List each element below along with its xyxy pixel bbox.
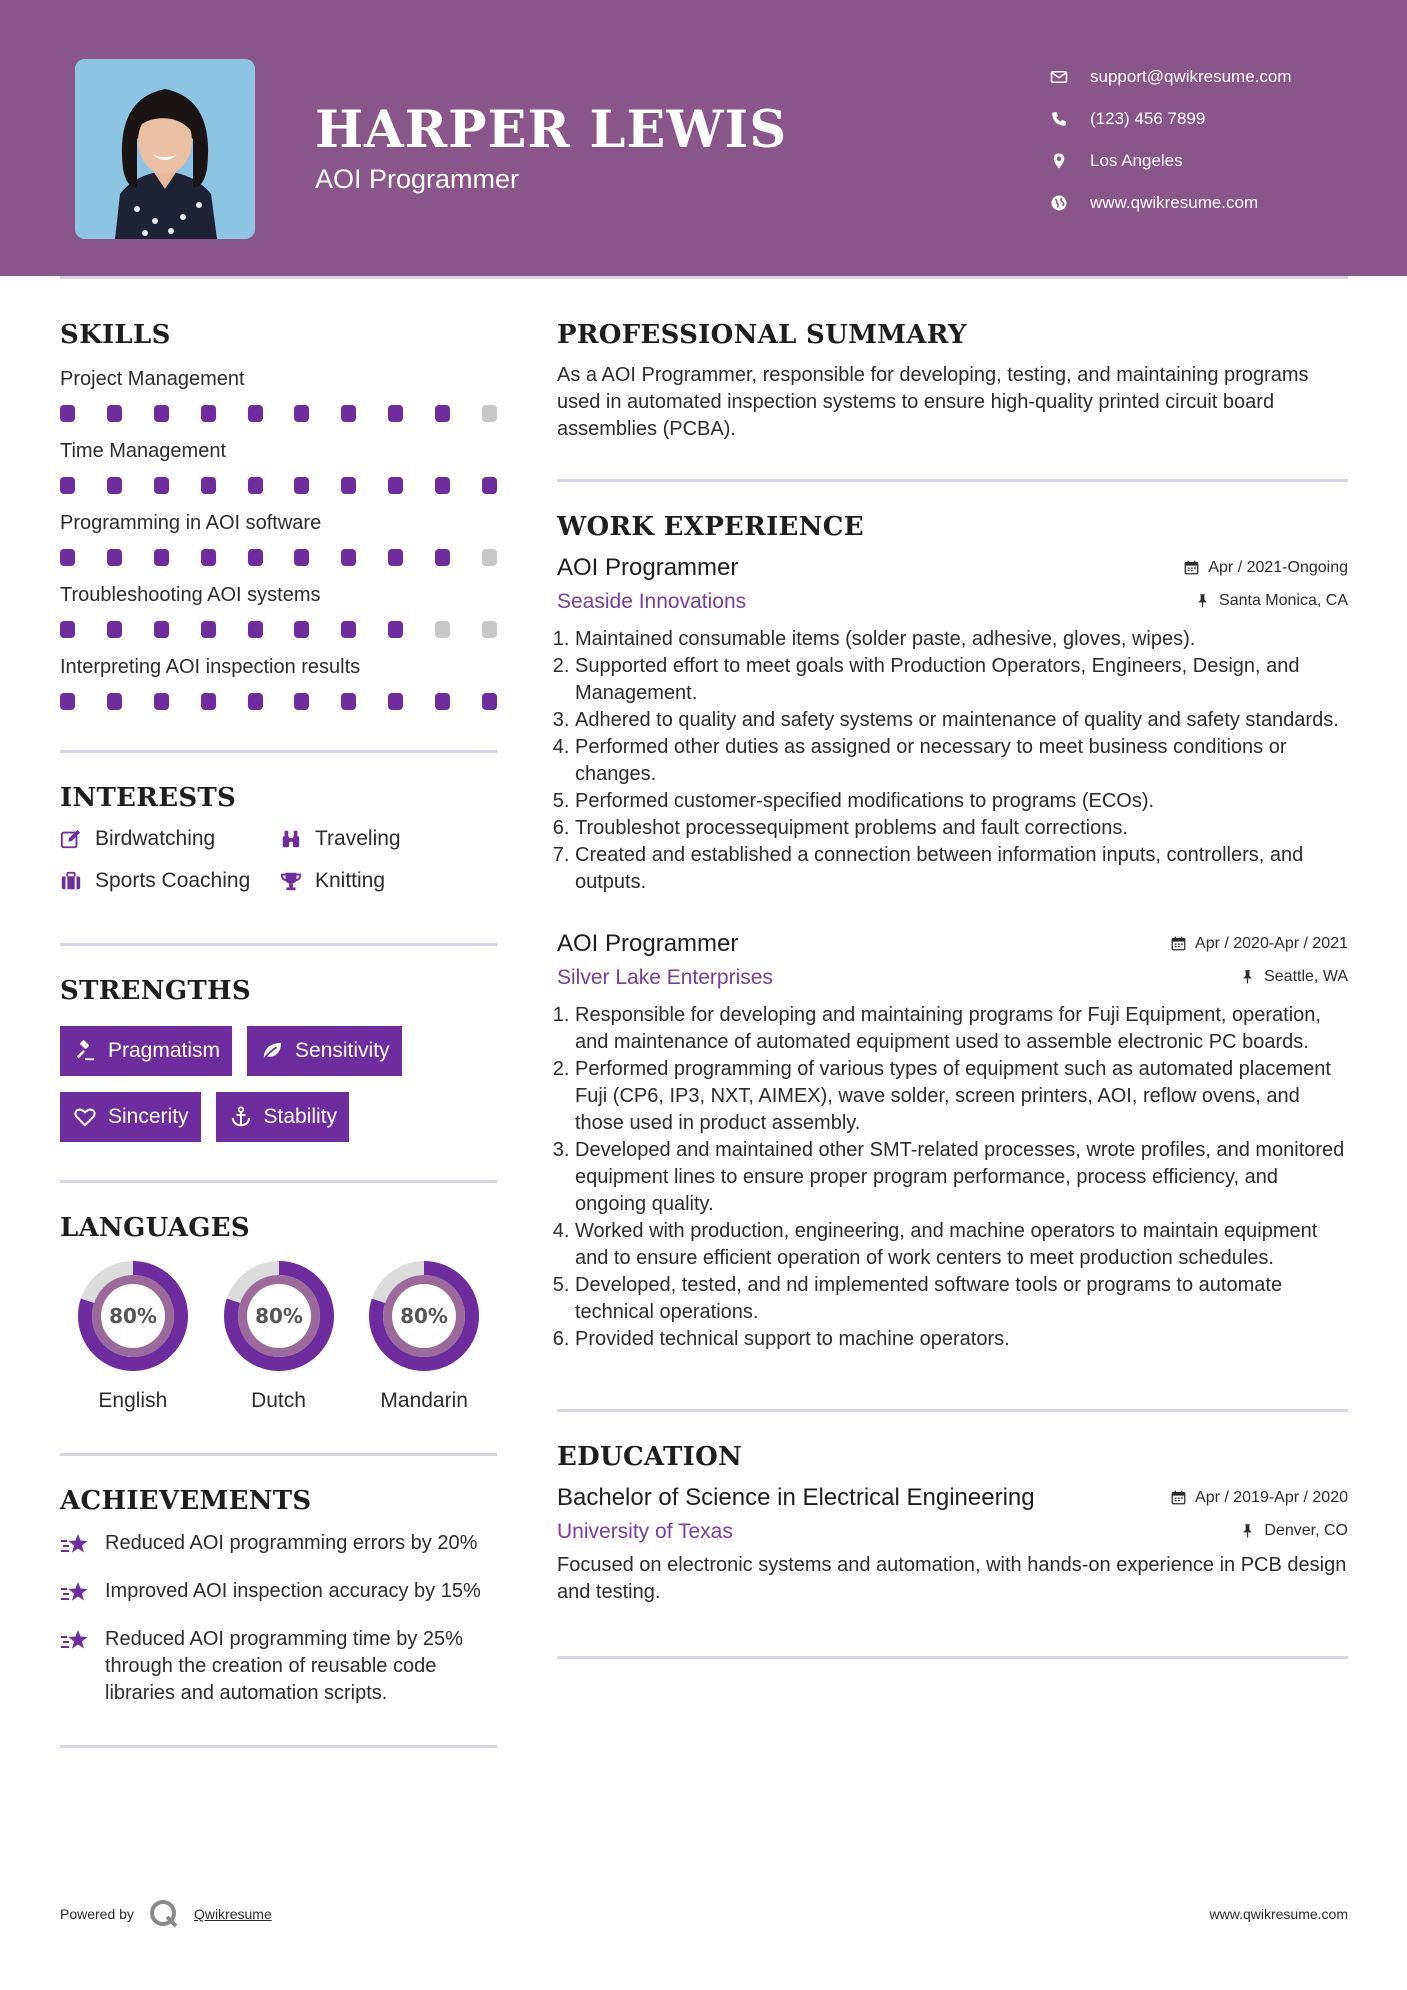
skill-name: Troubleshooting AOI systems — [60, 584, 321, 606]
job-header — [557, 554, 1348, 582]
interest-item — [280, 869, 497, 893]
job-dates-text: Apr / 2021-Ongoing — [1208, 558, 1348, 576]
right-column — [557, 320, 1348, 1659]
leaf-icon — [261, 1040, 283, 1062]
skill-dot-filled — [435, 405, 450, 422]
education-school: University of Texas — [557, 1520, 733, 1543]
duty-item: 2. Performed programming of various types of equipment such as automated placement Fuji (CP6, IP3, NXT, AIMEX), wave solder, screen printers, AOI, reflow ovens, and those used in product assembly. — [575, 1056, 1348, 1137]
skill-dot-filled — [435, 693, 450, 710]
job-company: Silver Lake Enterprises — [557, 966, 773, 989]
skill-dot-filled — [201, 549, 216, 566]
skill-dot-filled — [341, 693, 356, 710]
skill-dot-filled — [107, 621, 122, 638]
contact-email[interactable] — [1050, 56, 1292, 98]
skill-dot-filled — [341, 405, 356, 422]
skill-dot-filled — [154, 405, 169, 422]
edit-icon — [60, 828, 82, 850]
education-dates — [1171, 1489, 1348, 1507]
skill-name: Interpreting AOI inspection results — [60, 656, 361, 678]
heart-icon — [74, 1106, 96, 1128]
interest-item — [60, 827, 280, 851]
strength-tag — [216, 1092, 350, 1142]
contact-website[interactable] — [1050, 182, 1292, 224]
skill-dot-filled — [388, 405, 403, 422]
skills-title: SKILLS — [60, 320, 171, 350]
job-subheader — [557, 966, 1348, 990]
experience-section — [557, 512, 1348, 1353]
interest-item — [60, 869, 280, 893]
achievements-section — [60, 1486, 497, 1707]
duty-item: 1. Maintained consumable items (solder paste, adhesive, gloves, wipes). — [575, 626, 1348, 653]
achievement-text: Improved AOI inspection accuracy by 15% — [105, 1580, 481, 1602]
education-text: Focused on electronic systems and automation, with hands-on experience in PCB design and testing. — [557, 1554, 1347, 1603]
duty-item: 6. Provided technical support to machine operators. — [575, 1326, 1348, 1353]
language-ring — [218, 1255, 340, 1377]
skill-dot-filled — [248, 549, 263, 566]
job-location — [1195, 592, 1348, 610]
interest-label: Traveling — [315, 827, 401, 850]
languages-title: LANGUAGES — [60, 1213, 250, 1243]
interests-title: INTERESTS — [60, 783, 237, 813]
duty-item: 6. Troubleshot processequipment problems and fault corrections. — [575, 815, 1348, 842]
skill-dot-filled — [107, 549, 122, 566]
duty-item: 2. Supported effort to meet goals with Production Operators, Engineers, Design, and Management. — [575, 653, 1348, 707]
skill-dot-filled — [154, 621, 169, 638]
job-company: Seaside Innovations — [557, 590, 747, 613]
job-header — [557, 930, 1348, 958]
languages-list — [60, 1255, 497, 1413]
contact-location-text: Los Angeles — [1090, 151, 1183, 170]
skill-name: Project Management — [60, 368, 245, 390]
skill-dot-filled — [154, 549, 169, 566]
interest-label: Sports Coaching — [95, 869, 251, 892]
education-title: EDUCATION — [557, 1442, 743, 1472]
interest-label: Knitting — [315, 869, 386, 892]
skill-dot-filled — [341, 477, 356, 494]
skill-dot-filled — [388, 549, 403, 566]
duty-item: 1. Responsible for developing and maintaining programs for Fuji Equipment, operation, and maintenance of automated equipment used to assemble electronic PC boards. — [575, 1002, 1348, 1056]
language-item — [206, 1255, 352, 1413]
strength-label: Sensitivity — [295, 1039, 390, 1062]
contact-website-text: www.qwikresume.com — [1090, 193, 1259, 212]
education-section — [557, 1442, 1348, 1606]
experience-title: WORK EXPERIENCE — [557, 512, 864, 542]
job-entry — [557, 554, 1348, 896]
envelope-icon — [1050, 68, 1068, 86]
phone-icon — [1050, 110, 1068, 128]
header-divider — [60, 276, 1348, 279]
calendar-icon — [1171, 936, 1186, 951]
skill-dot-filled — [294, 549, 309, 566]
section-divider — [557, 1656, 1348, 1659]
skill-dot-filled — [60, 693, 75, 710]
skill-name: Programming in AOI software — [60, 512, 322, 534]
skill-dot-filled — [201, 621, 216, 638]
contact-list — [1050, 56, 1292, 224]
footer-website[interactable]: www.qwikresume.com — [1209, 1906, 1348, 1922]
duty-item: 4. Worked with production, engineering, and machine operators to maintain equipment and to ensure efficient operation of work centers to meet production schedules. — [575, 1218, 1348, 1272]
skill-rating — [60, 477, 497, 494]
skill-dot-filled — [154, 693, 169, 710]
skill-dot-filled — [482, 693, 497, 710]
skill-dot-empty — [482, 405, 497, 422]
skill-dot-filled — [248, 477, 263, 494]
pushpin-icon — [1240, 969, 1255, 984]
pushpin-icon — [1195, 593, 1210, 608]
candidate-role: AOI Programmer — [315, 164, 520, 194]
strength-label: Pragmatism — [108, 1039, 221, 1062]
achievements-list — [60, 1530, 497, 1707]
footer-powered-by — [60, 1898, 272, 1930]
globe-icon — [1050, 194, 1068, 212]
achievements-title: ACHIEVEMENTS — [60, 1486, 312, 1516]
job-location-text: Seattle, WA — [1264, 967, 1348, 985]
summary-title: PROFESSIONAL SUMMARY — [557, 320, 967, 350]
header-banner — [0, 0, 1407, 276]
job-title: AOI Programmer — [557, 554, 739, 581]
skill-item — [60, 440, 497, 494]
skill-dot-empty — [435, 621, 450, 638]
skill-dot-filled — [248, 621, 263, 638]
education-subheader — [557, 1520, 1348, 1544]
contact-phone[interactable] — [1050, 98, 1292, 140]
map-pin-icon — [1050, 152, 1068, 170]
strength-tag — [247, 1026, 402, 1076]
candidate-name: HARPER LEWIS — [315, 100, 788, 160]
achievement-text: Reduced AOI programming time by 25% through the creation of reusable code libraries and automation scripts. — [105, 1628, 463, 1704]
skill-rating — [60, 405, 497, 422]
job-duties — [557, 626, 1348, 896]
shooting-star-icon — [60, 1580, 90, 1606]
skill-dot-filled — [294, 477, 309, 494]
language-ring — [363, 1255, 485, 1377]
skill-dot-filled — [435, 549, 450, 566]
skill-dot-filled — [248, 405, 263, 422]
skill-dot-filled — [107, 693, 122, 710]
skill-item — [60, 584, 497, 638]
education-header — [557, 1484, 1348, 1512]
language-ring — [72, 1255, 194, 1377]
gavel-icon — [74, 1040, 96, 1062]
binoculars-icon — [280, 828, 302, 850]
skill-dot-filled — [107, 405, 122, 422]
languages-section — [60, 1213, 497, 1413]
skill-dot-filled — [154, 477, 169, 494]
strength-tag — [60, 1092, 201, 1142]
skill-dot-filled — [341, 549, 356, 566]
job-location-text: Santa Monica, CA — [1219, 591, 1348, 609]
achievement-item — [60, 1530, 497, 1558]
duty-item: 3. Developed and maintained other SMT-related processes, wrote profiles, and monitored equipment lines to ensure proper program performance, process efficiency, and ongoing quality. — [575, 1137, 1348, 1218]
achievement-text: Reduced AOI programming errors by 20% — [105, 1532, 478, 1554]
section-divider — [60, 943, 497, 946]
skill-dot-filled — [294, 405, 309, 422]
briefcase-icon — [60, 870, 82, 892]
achievement-item — [60, 1578, 497, 1606]
pushpin-icon — [1240, 1523, 1255, 1538]
skill-dot-filled — [435, 477, 450, 494]
skill-item — [60, 656, 497, 710]
language-item — [351, 1255, 497, 1413]
language-ring-chart — [72, 1255, 194, 1377]
job-title: AOI Programmer — [557, 930, 739, 957]
calendar-icon — [1171, 1490, 1186, 1505]
skill-dot-filled — [107, 477, 122, 494]
language-percent: 80% — [400, 1304, 449, 1328]
shooting-star-icon — [60, 1532, 90, 1558]
strengths-list — [60, 1026, 497, 1142]
skill-dot-filled — [60, 477, 75, 494]
job-subheader — [557, 590, 1348, 614]
skill-dot-filled — [60, 621, 75, 638]
language-ring-chart — [363, 1255, 485, 1377]
duty-item: 4. Performed other duties as assigned or necessary to meet business conditions or changes. — [575, 734, 1348, 788]
education-location — [1240, 1522, 1348, 1540]
skill-rating — [60, 549, 497, 566]
skill-dot-filled — [201, 405, 216, 422]
summary-text: As a AOI Programmer, responsible for developing, testing, and maintaining programs used in automated inspection systems to ensure high-quality printed circuit board assemblies (PCBA). — [557, 364, 1309, 440]
skill-dot-filled — [388, 477, 403, 494]
contact-location — [1050, 140, 1292, 182]
skill-rating — [60, 693, 497, 710]
skill-dot-filled — [388, 621, 403, 638]
section-divider — [557, 479, 1348, 482]
language-item — [60, 1255, 206, 1413]
skill-dot-empty — [482, 621, 497, 638]
strength-label: Sincerity — [108, 1105, 189, 1128]
contact-phone-text: (123) 456 7899 — [1090, 109, 1206, 128]
skill-dot-filled — [294, 693, 309, 710]
trophy-icon — [280, 870, 302, 892]
education-location-text: Denver, CO — [1264, 1521, 1348, 1539]
skill-item — [60, 368, 497, 422]
strength-label: Stability — [263, 1105, 338, 1128]
skill-dot-filled — [201, 477, 216, 494]
skill-dot-filled — [482, 477, 497, 494]
language-percent: 80% — [108, 1304, 157, 1328]
language-name: Dutch — [251, 1389, 306, 1412]
duty-item: 5. Performed customer-specified modifications to programs (ECOs). — [575, 788, 1348, 815]
skill-rating — [60, 621, 497, 638]
profile-photo — [75, 59, 255, 239]
left-column — [60, 320, 497, 1748]
job-entry — [557, 930, 1348, 1353]
skill-dot-filled — [341, 621, 356, 638]
job-dates-text: Apr / 2020-Apr / 2021 — [1195, 934, 1348, 952]
skill-dot-filled — [60, 405, 75, 422]
interests-section — [60, 783, 497, 893]
skill-dot-filled — [201, 693, 216, 710]
qwikresume-link[interactable]: Qwikresume — [193, 1906, 272, 1922]
skill-dot-filled — [248, 693, 263, 710]
education-dates-text: Apr / 2019-Apr / 2020 — [1195, 1488, 1348, 1506]
summary-section — [557, 320, 1348, 443]
powered-by-text: Powered by — [60, 1906, 134, 1922]
section-divider — [60, 1180, 497, 1183]
strengths-section — [60, 976, 497, 1142]
job-location — [1240, 968, 1348, 986]
calendar-icon — [1184, 560, 1199, 575]
skill-dot-filled — [294, 621, 309, 638]
strengths-title: STRENGTHS — [60, 976, 251, 1006]
education-degree: Bachelor of Science in Electrical Engineering — [557, 1484, 1035, 1511]
section-divider — [557, 1409, 1348, 1412]
skill-dot-empty — [482, 549, 497, 566]
language-name: Mandarin — [380, 1389, 468, 1412]
job-dates — [1184, 559, 1348, 577]
language-name: English — [98, 1389, 168, 1412]
interests-list — [60, 827, 497, 893]
skill-dot-filled — [388, 693, 403, 710]
section-divider — [60, 1745, 497, 1748]
strength-tag — [60, 1026, 232, 1076]
anchor-icon — [230, 1106, 252, 1128]
achievement-item — [60, 1626, 497, 1707]
section-divider — [60, 1453, 497, 1456]
job-dates — [1171, 935, 1348, 953]
skills-section — [60, 320, 497, 710]
contact-email-text: support@qwikresume.com — [1090, 67, 1292, 86]
skill-item — [60, 512, 497, 566]
shooting-star-icon — [60, 1628, 90, 1654]
duty-item: 3. Adhered to quality and safety systems or maintenance of quality and safety standards. — [575, 707, 1348, 734]
skill-name: Time Management — [60, 440, 226, 462]
job-duties — [557, 1002, 1348, 1353]
language-ring-chart — [218, 1255, 340, 1377]
skills-list — [60, 368, 497, 710]
duty-item: 5. Developed, tested, and nd implemented software tools or programs to automate technical operations. — [575, 1272, 1348, 1326]
interest-item — [280, 827, 497, 851]
language-percent: 80% — [254, 1304, 303, 1328]
interest-label: Birdwatching — [95, 827, 216, 850]
qwikresume-logo-icon — [148, 1898, 180, 1930]
duty-item: 7. Created and established a connection between information inputs, controllers, and outputs. — [575, 842, 1348, 896]
section-divider — [60, 750, 497, 753]
skill-dot-filled — [60, 549, 75, 566]
